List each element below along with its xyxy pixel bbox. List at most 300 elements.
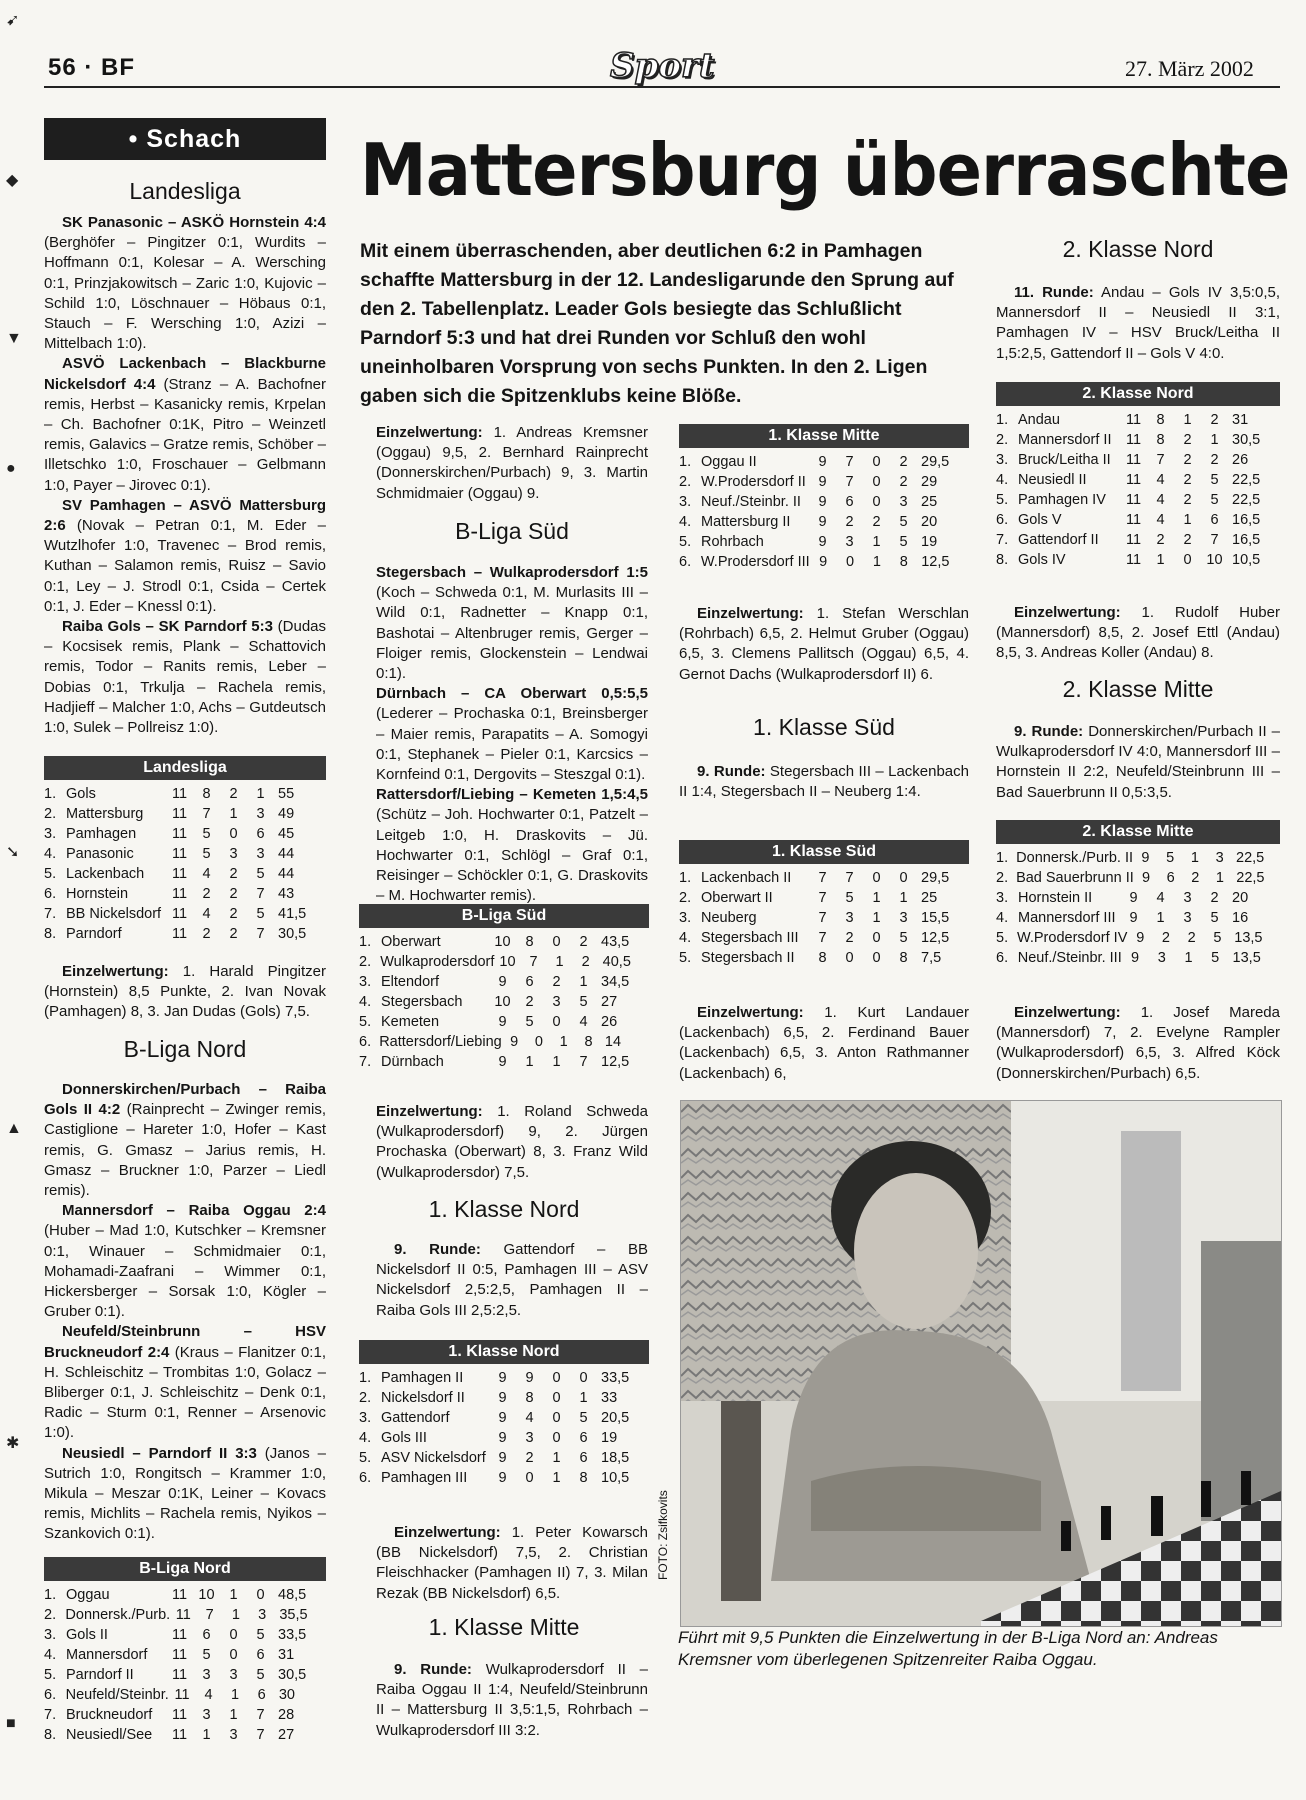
margin-mark: ▼ <box>6 330 22 347</box>
table-row <box>679 868 969 888</box>
table-cell: 11 <box>175 1607 191 1623</box>
table-cell: 2 <box>525 1450 534 1466</box>
table-cell: 2 <box>1191 870 1200 886</box>
table-cell: 7 <box>845 870 854 886</box>
match-report: Stegersbach – Wulkaprodersdorf 1:5 (Koch – Schweda 0:1, M. Murlasits III – Wild 0:1, Radnetter – Knapp 0:1, Bashotai – Altenbruger remis, Gerger – Floiger remis, Glockenstein – Lendwai 0:1). <box>376 564 648 683</box>
table-row <box>44 1585 326 1605</box>
team-name: Mattersburg II <box>701 514 791 530</box>
table-cell: 11 <box>171 806 188 822</box>
table-cell: 4 <box>1156 512 1165 528</box>
table-cell: 5. <box>679 534 692 550</box>
table-cell: 19 <box>921 534 938 550</box>
team-name: Neusiedl/See <box>66 1727 153 1743</box>
table-cell: 11 <box>1125 512 1142 528</box>
team-name: Dürnbach <box>381 1054 444 1070</box>
table-row <box>44 1645 326 1665</box>
table-cell: 7 <box>1156 452 1165 468</box>
table-cell: 2 <box>872 514 881 530</box>
table-cell: 2 <box>1210 452 1219 468</box>
match-report: Rattersdorf/Liebing – Kemeten 1,5:4,5 (Schütz – Joh. Hochwarter 0:1, Patzelt – Leitgeb 1:0, H. Draskovits – Jü. Hochwarter 0:1, Schlögl – Graf 0:1, Reisinger – Schöckler 0:1, G. Draskovits – M. Hochwarter remis). <box>376 786 648 905</box>
table-cell: 22,5 <box>1232 492 1261 508</box>
table-cell: 5 <box>1210 492 1219 508</box>
table-cell: 5 <box>256 1627 265 1643</box>
table-cell: 0 <box>872 950 881 966</box>
margin-mark: ◆ <box>6 172 19 189</box>
runde-2-klasse-nord: 11. Runde: Andau – Gols IV 3,5:0,5, Mannersdorf II – Neusiedl II 3:1, Pamhagen IV – HSV Bruck/Leitha II 1,5:2,5, Gattendorf II – Gols V 4:0. <box>996 284 1280 362</box>
team-name: W.Prodersdorf II <box>701 474 806 490</box>
table-cell: 1 <box>525 1054 534 1070</box>
table-cell: 11 <box>171 1587 188 1603</box>
table-cell: 34,5 <box>601 974 630 990</box>
table-cell: 0 <box>579 1370 588 1386</box>
team-name: Pamhagen IV <box>1018 492 1106 508</box>
table-2-klasse-mitte <box>996 820 1280 968</box>
table-cell: 5 <box>845 890 854 906</box>
margin-mark: ▲ <box>6 1120 22 1137</box>
table-cell: 0 <box>872 454 881 470</box>
table-cell: 6 <box>1166 870 1175 886</box>
table-cell: 11 <box>171 1667 188 1683</box>
team-name: ASV Nickelsdorf <box>381 1450 486 1466</box>
table-row <box>996 550 1280 570</box>
table-cell: 22,5 <box>1236 850 1265 866</box>
table-row <box>679 948 969 968</box>
table-row <box>679 472 969 492</box>
table-cell: 19 <box>601 1430 618 1446</box>
table-cell: 4 <box>202 906 211 922</box>
table-cell: 3 <box>202 1667 211 1683</box>
headline: Mattersburg überraschte <box>360 128 1290 212</box>
table-cell: 1 <box>559 1034 568 1050</box>
table-cell: 5 <box>202 846 211 862</box>
table-cell: 0 <box>229 826 238 842</box>
table-cell: 3 <box>202 1707 211 1723</box>
table-cell: 2. <box>996 432 1009 448</box>
table-cell: 11 <box>171 826 188 842</box>
team-name: Rohrbach <box>701 534 764 550</box>
table-cell: 0 <box>552 934 561 950</box>
team-name: Donnersk./Purb. <box>65 1607 171 1623</box>
table-cell: 3 <box>229 1667 238 1683</box>
table-cell: 7 <box>256 1727 265 1743</box>
table-cell: 2 <box>579 934 588 950</box>
table-cell: 10 <box>494 934 511 950</box>
table-cell: 3. <box>359 1410 372 1426</box>
table-cell: 2 <box>899 454 908 470</box>
table-cell: 2. <box>679 890 692 906</box>
table-cell: 7. <box>996 532 1009 548</box>
team-name: Neusiedl II <box>1018 472 1087 488</box>
table-cell: 8 <box>1156 412 1165 428</box>
table-row <box>996 430 1280 450</box>
table-row <box>359 1032 649 1052</box>
table-cell: 11 <box>171 886 188 902</box>
team-name: Gols <box>66 786 96 802</box>
table-cell: 0 <box>845 554 855 570</box>
team-name: Mannersdorf <box>66 1647 148 1663</box>
table-cell: 4. <box>996 472 1009 488</box>
table-row <box>44 904 326 924</box>
table-cell: 20 <box>1232 890 1249 906</box>
table-cell: 6. <box>44 1687 57 1703</box>
table-cell: 4. <box>679 514 692 530</box>
table-cell: 2. <box>996 870 1009 886</box>
table-cell: 8. <box>44 926 57 942</box>
table-2-klasse-nord <box>996 382 1280 570</box>
table-cell: 13,5 <box>1232 950 1261 966</box>
table-cell: 9 <box>818 494 827 510</box>
table-cell: 3 <box>845 910 854 926</box>
table-cell: 3 <box>229 846 238 862</box>
table-cell: 6 <box>579 1450 588 1466</box>
table-cell: 6. <box>44 886 57 902</box>
team-name: Pamhagen III <box>381 1470 468 1486</box>
table-cell: 6. <box>359 1034 372 1050</box>
table-cell: 1 <box>229 1587 238 1603</box>
table-cell: 7 <box>845 454 854 470</box>
table-cell: 30,5 <box>1232 432 1261 448</box>
table-cell: 0 <box>552 1390 561 1406</box>
match-report: Dürnbach – CA Oberwart 0,5:5,5 (Lederer – Prochaska 0:1, Breinsberger – Maier remis, Parapatits – A. Somogyi 0:1, Stephanek – Pieler 0:1, Karcsics – Kornfeind 0:1, Dergovits – Steszgal 0:1). <box>376 685 648 784</box>
table-cell: 26 <box>1232 452 1249 468</box>
table-cell: 31 <box>278 1647 295 1663</box>
table-cell: 3 <box>845 534 854 550</box>
table-cell: 2 <box>1183 532 1192 548</box>
table-cell: 0 <box>872 930 881 946</box>
table-cell: 6 <box>1210 512 1219 528</box>
table-row <box>679 532 969 552</box>
table-cell: 11 <box>174 1687 190 1703</box>
section-landesliga: Landesliga <box>129 178 241 204</box>
table-cell: 25 <box>921 890 938 906</box>
table-cell: 2 <box>1183 472 1192 488</box>
table-cell: 14 <box>604 1034 622 1050</box>
einzelwertung-1-klasse-mitte: Einzelwertung: 1. Stefan Werschlan (Rohrbach) 6,5, 2. Helmut Gruber (Oggau) 6,5, 3. Clemens Pallitsch (Oggau) 6,5, 4. Gernot Dachs (Wulkaprodersdorf II) 6. <box>679 605 969 683</box>
table-cell: 2 <box>229 926 238 942</box>
table-1-klasse-nord <box>359 1340 649 1488</box>
table-row <box>996 490 1280 510</box>
table-cell: 2 <box>845 514 854 530</box>
table-cell: 11 <box>1125 552 1142 568</box>
table-cell: 5 <box>202 1647 211 1663</box>
table-row <box>359 1388 649 1408</box>
table-title: B-Liga Nord <box>44 1557 326 1581</box>
table-cell: 1 <box>552 1450 561 1466</box>
table-cell: 4 <box>202 866 211 882</box>
section-1-klasse-sued: 1. Klasse Süd <box>753 714 895 740</box>
team-name: Stegersbach II <box>701 950 795 966</box>
table-cell: 20 <box>921 514 938 530</box>
team-name: Eltendorf <box>381 974 440 990</box>
table-cell: 1 <box>872 554 881 570</box>
table-cell: 0 <box>229 1627 238 1643</box>
table-title: 1. Klasse Süd <box>679 840 969 864</box>
table-cell: 1 <box>1190 850 1199 866</box>
table-cell: 0 <box>1183 552 1192 568</box>
table-cell: 1. <box>679 454 692 470</box>
table-row <box>996 948 1280 968</box>
table-cell: 11 <box>171 1707 188 1723</box>
table-cell: 10 <box>499 954 516 970</box>
photo-chess-player <box>680 1100 1282 1627</box>
section-2-klasse-mitte: 2. Klasse Mitte <box>1062 676 1214 702</box>
table-cell: 0 <box>525 1470 534 1486</box>
table-cell: 5 <box>899 534 908 550</box>
table-cell: 4 <box>1156 492 1165 508</box>
table-cell: 9 <box>818 454 827 470</box>
table-cell: 7 <box>818 910 827 926</box>
team-name: Mattersburg <box>66 806 144 822</box>
einzelwertung-1-klasse-nord: Einzelwertung: 1. Peter Kowarsch (BB Nickelsdorf) 7,5, 2. Christian Fleischhacker (Pamhagen II) 7, 3. Milan Rezak (BB Nickelsdorf) 6,5. <box>376 1524 648 1602</box>
table-cell: 1. <box>359 934 372 950</box>
table-cell: 1 <box>1156 910 1165 926</box>
photo-caption: Führt mit 9,5 Punkten die Einzelwertung in der B-Liga Nord an: Andreas Kremsner vom überlegenen Spitzenreiter Raiba Oggau. <box>678 1628 1218 1669</box>
margin-mark: ■ <box>6 1715 16 1732</box>
table-row <box>44 1605 326 1625</box>
team-name: Neuf./Steinbr. III <box>1017 950 1122 966</box>
table-title: 2. Klasse Mitte <box>996 820 1280 844</box>
table-cell: 10 <box>198 1587 215 1603</box>
team-name: Parndorf <box>66 926 122 942</box>
table-cell: 31 <box>1232 412 1249 428</box>
einzelwertung-b-liga-nord: Einzelwertung: 1. Andreas Kremsner (Oggau) 9,5, 2. Bernhard Rainprecht (Donnerskirchen/Purbach) 9, 3. Martin Schmidmaier (Oggau) 9. <box>376 424 648 502</box>
team-name: Neufeld/Steinbr. <box>65 1687 169 1703</box>
table-cell: 2 <box>202 926 211 942</box>
team-name: Neuf./Steinbr. II <box>701 494 801 510</box>
table-cell: 7 <box>529 954 538 970</box>
table-cell: 9 <box>498 1390 507 1406</box>
table-cell: 28 <box>278 1707 295 1723</box>
table-cell: 29,5 <box>921 870 950 886</box>
table-cell: 5. <box>44 1667 57 1683</box>
team-name: Nickelsdorf II <box>381 1390 465 1406</box>
table-cell: 9 <box>818 474 827 490</box>
table-cell: 15,5 <box>921 910 950 926</box>
table-cell: 3 <box>1183 890 1192 906</box>
einzelwertung-1-klasse-sued: Einzelwertung: 1. Kurt Landauer (Lackenbach) 6,5, 2. Ferdinand Bauer (Lackenbach) 6,5, 3. Anton Rathmanner (Lackenbach) 6, <box>679 1004 969 1082</box>
table-row <box>44 1685 326 1705</box>
table-cell: 5 <box>579 994 588 1010</box>
table-cell: 22,5 <box>1236 870 1265 886</box>
table-cell: 2 <box>229 886 238 902</box>
table-row <box>679 512 969 532</box>
table-cell: 1 <box>1184 950 1193 966</box>
table-cell: 9 <box>1141 850 1150 866</box>
issue-date: 27. März 2002 <box>1125 56 1254 81</box>
table-cell: 6 <box>525 974 534 990</box>
table-row <box>996 450 1280 470</box>
table-b-liga-nord <box>44 1557 326 1745</box>
table-cell: 2 <box>1183 432 1192 448</box>
team-name: Oggau <box>66 1587 110 1603</box>
table-row <box>44 844 326 864</box>
einzelwertung-2-klasse-mitte: Einzelwertung: 1. Josef Mareda (Mannersdorf) 7, 2. Evelyne Rampler (Wulkaprodersdorf) 6,5, 3. Alfred Köck (Donnerskirchen/Purbach) 6,5. <box>996 1004 1280 1082</box>
table-cell: 5 <box>202 826 211 842</box>
table-cell: 5 <box>1210 910 1219 926</box>
table-cell: 12,5 <box>921 554 950 570</box>
table-row <box>44 804 326 824</box>
table-cell: 45 <box>278 826 295 842</box>
table-cell: 1 <box>256 786 265 802</box>
table-cell: 11 <box>1125 452 1142 468</box>
table-cell: 5 <box>256 1667 265 1683</box>
table-cell: 11 <box>1125 492 1142 508</box>
table-cell: 9 <box>818 534 827 550</box>
table-cell: 29,5 <box>921 454 950 470</box>
margin-mark: ● <box>6 460 16 477</box>
table-cell: 2 <box>1156 532 1165 548</box>
table-cell: 13,5 <box>1234 930 1263 946</box>
table-cell: 6 <box>579 1430 588 1446</box>
table-cell: 1 <box>872 534 881 550</box>
table-cell: 4. <box>996 910 1009 926</box>
team-name: Panasonic <box>66 846 134 862</box>
table-cell: 3. <box>679 494 692 510</box>
table-cell: 16,5 <box>1232 512 1261 528</box>
table-cell: 6 <box>202 1627 211 1643</box>
team-name: Bruckneudorf <box>66 1707 153 1723</box>
table-cell: 0 <box>552 1014 561 1030</box>
team-name: BB Nickelsdorf <box>66 906 162 922</box>
runde-1-klasse-sued: 9. Runde: Stegersbach III – Lackenbach II 1:4, Stegersbach II – Neuberg 1:4. <box>679 763 969 801</box>
table-cell: 9 <box>498 1410 507 1426</box>
table-cell: 9 <box>498 1430 507 1446</box>
table-row <box>996 530 1280 550</box>
table-cell: 9 <box>498 1370 507 1386</box>
table-cell: 6 <box>257 1687 266 1703</box>
table-cell: 9 <box>525 1370 534 1386</box>
table-cell: 11 <box>1125 432 1142 448</box>
runde-2-klasse-mitte: 9. Runde: Donnerskirchen/Purbach II – Wulkaprodersdorf IV 4:0, Mannersdorf III – Hornstein II 2:2, Neufeld/Steinbrunn III – Bad Sauerbrunn II 0,5:3,5. <box>996 723 1280 801</box>
table-cell: 3 <box>229 1727 238 1743</box>
table-cell: 3 <box>1215 850 1224 866</box>
team-name: Donnersk./Purb. II <box>1016 850 1134 866</box>
schach-banner: • Schach <box>44 118 326 160</box>
table-cell: 5 <box>1210 472 1219 488</box>
table-row <box>359 952 649 972</box>
table-cell: 1. <box>44 1587 57 1603</box>
table-cell: 6 <box>845 494 854 510</box>
table-cell: 1 <box>552 1054 561 1070</box>
team-name: Hornstein <box>66 886 129 902</box>
table-row <box>44 1665 326 1685</box>
table-cell: 3. <box>44 826 57 842</box>
match-report: Neusiedl – Parndorf II 3:3 (Janos – Sutrich 1:0, Rongitsch – Krammer 1:0, Mikula – Meszar 0:1K, Leiner – Kovacs remis, Michlits – Rachela remis, Nyikos – Szankovich 0:1). <box>44 1444 326 1543</box>
table-row <box>359 972 649 992</box>
table-row <box>44 824 326 844</box>
table-cell: 0 <box>552 1370 561 1386</box>
table-cell: 5. <box>44 866 57 882</box>
table-cell: 2 <box>1161 930 1170 946</box>
table-row <box>679 928 969 948</box>
table-cell: 10 <box>1206 552 1223 568</box>
table-cell: 4 <box>1156 890 1165 906</box>
table-cell: 26 <box>601 1014 618 1030</box>
table-cell: 35,5 <box>279 1607 308 1623</box>
table-cell: 55 <box>278 786 295 802</box>
table-cell: 16,5 <box>1232 532 1261 548</box>
table-row <box>679 552 969 572</box>
team-name: Parndorf II <box>66 1667 134 1683</box>
table-row <box>359 1052 649 1072</box>
table-cell: 8. <box>44 1727 57 1743</box>
table-cell: 2 <box>581 954 590 970</box>
table-cell: 9 <box>1131 950 1140 966</box>
team-name: Gattendorf II <box>1018 532 1099 548</box>
table-row <box>44 1625 326 1645</box>
margin-mark: ✱ <box>6 1435 20 1452</box>
match-report: ASVÖ Lackenbach – Blackburne Nickelsdorf 4:4 (Stranz – A. Bachofner remis, Herbst – Kasanicky remis, Krpelan – Ch. Bachofner 0:1K, Pitro – Weinzetl remis, Galavics – Gratze remis, Schöber – Illetschko 1:0, Froschauer – Gelbmann 1:0, Payer – Jirovec 0:1). <box>44 355 326 494</box>
table-row <box>44 784 326 804</box>
table-cell: 8 <box>1156 432 1165 448</box>
table-row <box>359 1368 649 1388</box>
table-cell: 44 <box>278 846 295 862</box>
table-cell: 33,5 <box>278 1627 307 1643</box>
table-cell: 8 <box>899 554 908 570</box>
section-b-liga-nord: B-Liga Nord <box>123 1036 247 1062</box>
table-cell: 4. <box>679 930 692 946</box>
table-cell: 7 <box>256 1707 265 1723</box>
table-cell: 7 <box>202 806 211 822</box>
table-row <box>996 908 1280 928</box>
team-name: Lackenbach II <box>701 870 792 886</box>
table-row <box>359 932 649 952</box>
team-name: Gols V <box>1018 512 1062 528</box>
table-cell: 6 <box>256 826 265 842</box>
table-row <box>44 1725 326 1745</box>
table-cell: 33 <box>601 1390 618 1406</box>
team-name: W.Prodersdorf IV <box>1016 930 1128 946</box>
table-title: Landesliga <box>44 756 326 780</box>
table-row <box>996 470 1280 490</box>
margin-mark: ➘ <box>6 844 20 861</box>
table-cell: 4. <box>359 994 372 1010</box>
table-cell: 3 <box>256 846 265 862</box>
table-cell: 0 <box>845 950 854 966</box>
table-row <box>359 1428 649 1448</box>
table-cell: 3 <box>899 494 908 510</box>
team-name: Neuberg <box>701 910 757 926</box>
table-row <box>679 908 969 928</box>
table-cell: 2. <box>359 1390 372 1406</box>
table-cell: 30,5 <box>278 1667 307 1683</box>
table-cell: 9 <box>498 974 507 990</box>
table-cell: 10 <box>494 994 511 1010</box>
table-1-klasse-mitte <box>679 424 969 572</box>
table-cell: 29 <box>921 474 938 490</box>
table-cell: 3. <box>44 1627 57 1643</box>
table-row <box>359 1408 649 1428</box>
table-cell: 6. <box>359 1470 372 1486</box>
table-cell: 10,5 <box>1232 552 1261 568</box>
table-cell: 2 <box>229 786 238 802</box>
table-cell: 1 <box>1183 512 1192 528</box>
table-cell: 9 <box>1136 930 1145 946</box>
table-row <box>996 410 1280 430</box>
table-cell: 1 <box>1210 432 1219 448</box>
table-cell: 1 <box>1183 412 1192 428</box>
table-cell: 0 <box>872 870 881 886</box>
table-cell: 8 <box>584 1034 593 1050</box>
table-row <box>996 510 1280 530</box>
team-name: Mannersdorf II <box>1018 432 1112 448</box>
team-name: Pamhagen II <box>381 1370 464 1386</box>
table-cell: 1 <box>579 974 588 990</box>
team-name: Bad Sauerbrunn II <box>1016 870 1134 886</box>
table-cell: 7 <box>818 870 827 886</box>
table-row <box>44 924 326 944</box>
einzelwertung-landesliga: Einzelwertung: 1. Harald Pingitzer (Hornstein) 8,5 Punkte, 2. Ivan Novak (Pamhagen) 8, 3. Jan Dudas (Gols) 7,5. <box>44 963 326 1021</box>
